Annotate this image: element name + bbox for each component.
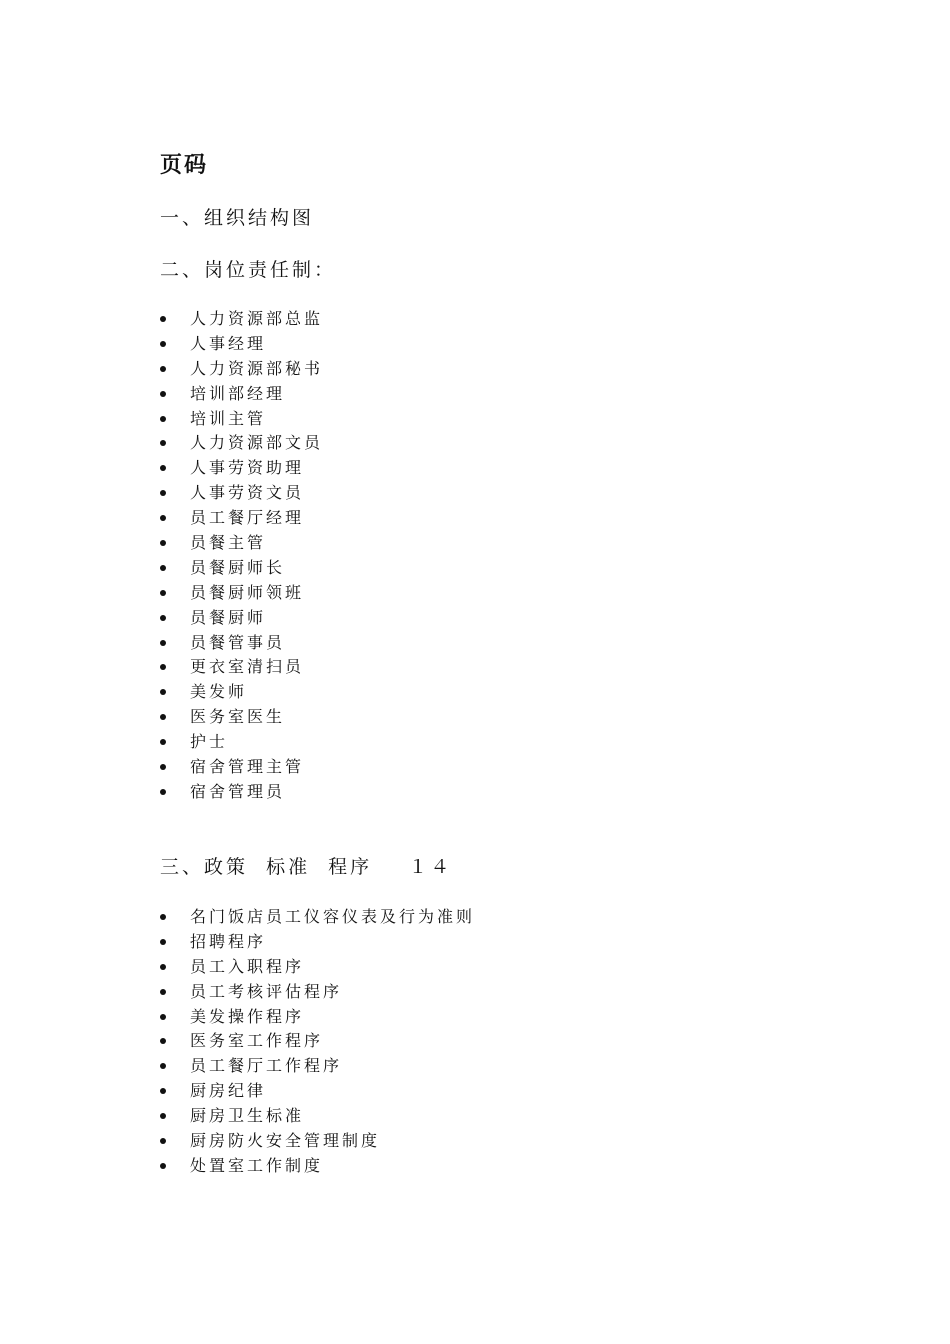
list-item-label: 人事劳资文员 [190, 483, 305, 503]
list-item-label: 美发师 [190, 682, 248, 702]
bullet-icon [160, 490, 166, 496]
list-item-label: 培训主管 [190, 408, 267, 428]
list-item-label: 厨房卫生标准 [190, 1106, 305, 1126]
list-item-label: 人力资源部秘书 [190, 358, 324, 378]
bullet-icon [160, 939, 166, 945]
page-title: 页码 [160, 152, 209, 178]
bullet-icon [160, 989, 166, 995]
bullet-icon [160, 1088, 166, 1094]
bullet-icon [160, 341, 166, 347]
bullet-icon [160, 914, 166, 920]
list-item-label: 员餐厨师 [190, 607, 267, 627]
list-item-label: 护士 [190, 732, 229, 752]
bullet-icon [160, 739, 166, 745]
bullet-icon [160, 440, 166, 446]
bullet-icon [160, 316, 166, 322]
list-item-label: 员餐厨师长 [190, 557, 286, 577]
bullet-icon [160, 1014, 166, 1020]
list-item-label: 厨房防火安全管理制度 [190, 1131, 381, 1151]
list-item-label: 处置室工作制度 [190, 1155, 324, 1175]
bullet-icon [160, 391, 166, 397]
list-item-label: 员餐主管 [190, 533, 267, 553]
bullet-icon [160, 1138, 166, 1144]
list-item-label: 员工餐厅经理 [190, 508, 305, 528]
list-item-label: 人力资源部总监 [190, 309, 324, 328]
list-item-label: 医务室医生 [190, 707, 286, 727]
list-item-label: 人事劳资助理 [190, 458, 305, 478]
bullet-icon [160, 764, 166, 770]
list-item-label: 招聘程序 [190, 931, 267, 951]
section-heading-org-chart: 一、组织结构图 [160, 207, 315, 229]
bullet-icon [160, 1063, 166, 1069]
list-item-label: 美发操作程序 [190, 1006, 305, 1026]
list-item-label: 宿舍管理员 [190, 781, 286, 801]
bullet-icon [160, 565, 166, 571]
bullet-icon [160, 1163, 166, 1169]
bullet-icon [160, 789, 166, 795]
list-item-label: 员工餐厅工作程序 [190, 1056, 343, 1076]
bullet-icon [160, 590, 166, 596]
bullet-icon [160, 689, 166, 695]
section-heading-policies: 三、政策 标准 程序 １４ [160, 856, 453, 878]
section-heading-responsibilities: 二、岗位责任制： [160, 259, 337, 281]
list-item-label: 厨房纪律 [190, 1081, 267, 1101]
bullet-icon [160, 664, 166, 670]
bullet-icon [160, 964, 166, 970]
bullet-icon [160, 714, 166, 720]
bullet-icon [160, 1113, 166, 1119]
bullet-icon [160, 416, 166, 422]
list-item-label: 宿舍管理主管 [190, 757, 305, 777]
bullet-icon [160, 615, 166, 621]
bullet-icon [160, 540, 166, 546]
list-item-label: 员餐管事员 [190, 632, 286, 652]
list-item-label: 员工入职程序 [190, 956, 305, 976]
bullet-icon [160, 366, 166, 372]
list-item-label: 更衣室清扫员 [190, 657, 305, 677]
list-item-label: 员工考核评估程序 [190, 981, 343, 1001]
list-item-label: 人事经理 [190, 333, 267, 353]
bullet-icon [160, 515, 166, 521]
list-item-label: 培训部经理 [190, 383, 286, 403]
list-item-label: 员餐厨师领班 [190, 582, 305, 602]
list-item-label: 医务室工作程序 [190, 1031, 324, 1051]
bullet-icon [160, 465, 166, 471]
bullet-icon [160, 1038, 166, 1044]
list-item-label: 人力资源部文员 [190, 433, 324, 453]
bullet-icon [160, 640, 166, 646]
list-item-label: 名门饭店员工仪容仪表及行为准则 [190, 907, 476, 926]
